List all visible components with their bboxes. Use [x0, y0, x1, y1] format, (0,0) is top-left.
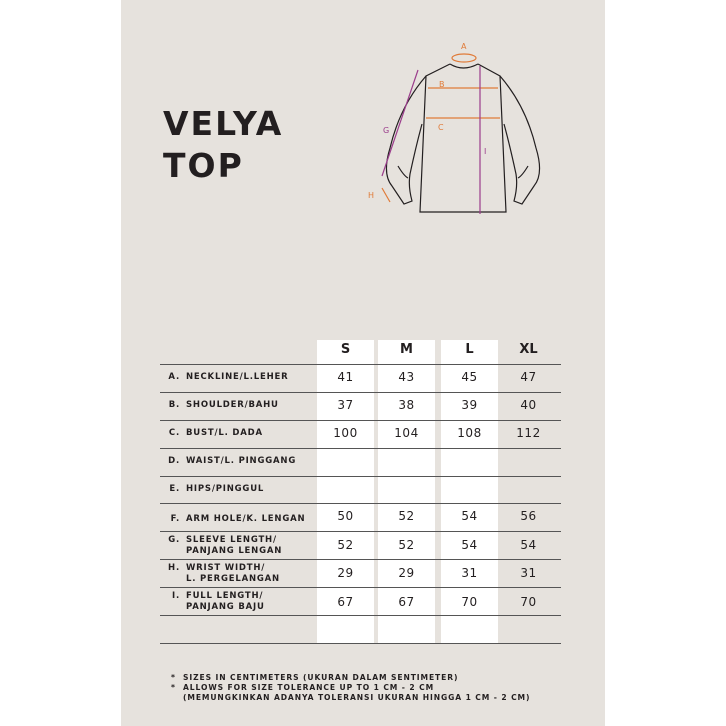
row-letter: E.	[169, 484, 180, 494]
row-label-text: WAIST/L. PINGGANG	[186, 456, 297, 466]
row-label-waist	[160, 456, 310, 467]
product-title-line2: TOP	[163, 146, 244, 185]
row-label-subtext: PANJANG LENGAN	[186, 546, 283, 556]
row-divider	[160, 615, 561, 616]
cell-wrist-m: 29	[398, 566, 415, 580]
label-i: I	[484, 147, 487, 156]
note-line-1: SIZES IN CENTIMETERS (UKURAN DALAM SENTIMETER)	[183, 673, 459, 682]
row-label-text: HIPS/PINGGUL	[186, 484, 265, 494]
row-label-text: FULL LENGTH/	[186, 591, 264, 601]
row-letter: C.	[168, 428, 180, 438]
cell-wrist-xl: 31	[520, 566, 537, 580]
cell-length-m: 67	[398, 595, 415, 609]
label-g: G	[383, 126, 390, 135]
row-label-bust	[160, 428, 310, 439]
row-divider	[160, 559, 561, 560]
garment-outline	[386, 64, 539, 212]
cell-bust-s: 100	[333, 426, 358, 440]
row-letter: D.	[168, 456, 180, 466]
product-title-line1: VELYA	[163, 104, 284, 143]
cell-sleeve-m: 52	[398, 538, 415, 552]
note-line-3: (MEMUNGKINKAN ADANYA TOLERANSI UKURAN HINGGA 1 CM - 2 CM)	[183, 693, 531, 702]
note-bullet: *	[171, 683, 176, 692]
cell-sleeve-s: 52	[337, 538, 354, 552]
cell-neckline-s: 41	[337, 370, 354, 384]
label-h: H	[368, 191, 375, 200]
product-title	[163, 103, 283, 187]
cell-sleeve-xl: 54	[520, 538, 537, 552]
row-letter: I.	[172, 591, 180, 601]
cell-length-l: 70	[461, 595, 478, 609]
row-label-wrist	[160, 563, 310, 585]
cell-armhole-m: 52	[398, 509, 415, 523]
row-divider	[160, 587, 561, 588]
cell-neckline-m: 43	[398, 370, 415, 384]
row-divider	[160, 448, 561, 449]
cell-armhole-l: 54	[461, 509, 478, 523]
cell-wrist-l: 31	[461, 566, 478, 580]
cell-wrist-s: 29	[337, 566, 354, 580]
label-a: A	[461, 42, 467, 51]
row-label-text: SHOULDER/BAHU	[186, 400, 279, 410]
row-label-text: WRIST WIDTH/	[186, 563, 266, 573]
label-c: C	[438, 123, 444, 132]
label-b: B	[439, 80, 445, 89]
row-label-shoulder	[160, 400, 310, 411]
row-label-text: ARM HOLE/K. LENGAN	[186, 514, 306, 524]
cell-bust-xl: 112	[516, 426, 541, 440]
row-label-text: NECKLINE/L.LEHER	[186, 372, 289, 382]
row-divider	[160, 643, 561, 644]
row-label-neckline	[160, 372, 310, 383]
row-letter: G.	[168, 535, 180, 545]
cell-length-s: 67	[337, 595, 354, 609]
row-divider	[160, 476, 561, 477]
size-header-s: S	[340, 342, 351, 357]
row-label-armhole	[160, 514, 310, 525]
cell-bust-l: 108	[457, 426, 482, 440]
cell-neckline-xl: 47	[520, 370, 537, 384]
cell-neckline-l: 45	[461, 370, 478, 384]
row-letter: B.	[168, 400, 180, 410]
row-letter: A.	[168, 372, 180, 382]
note-bullet: *	[171, 673, 176, 682]
row-label-sleeve	[160, 535, 310, 557]
row-label-subtext: L. PERGELANGAN	[186, 574, 280, 584]
row-divider	[160, 392, 561, 393]
row-divider	[160, 364, 561, 365]
row-letter: F.	[170, 514, 180, 524]
wrist-measure-line	[382, 188, 390, 202]
cell-bust-m: 104	[394, 426, 419, 440]
cell-shoulder-xl: 40	[520, 398, 537, 412]
cell-sleeve-l: 54	[461, 538, 478, 552]
row-label-length	[160, 591, 310, 613]
row-label-text: SLEEVE LENGTH/	[186, 535, 277, 545]
neckline-measure-line	[452, 54, 476, 62]
row-label-text: BUST/L. DADA	[186, 428, 263, 438]
cell-armhole-xl: 56	[520, 509, 537, 523]
row-label-subtext: PANJANG BAJU	[186, 602, 265, 612]
garment-measurement-diagram	[360, 36, 560, 222]
row-letter: H.	[168, 563, 180, 573]
cell-shoulder-s: 37	[337, 398, 354, 412]
row-divider	[160, 531, 561, 532]
cell-shoulder-l: 39	[461, 398, 478, 412]
size-header-m: M	[400, 342, 413, 357]
note-line-2: ALLOWS FOR SIZE TOLERANCE UP TO 1 CM - 2 CM	[183, 683, 435, 692]
cell-length-xl: 70	[520, 595, 537, 609]
size-header-xl: XL	[519, 342, 538, 357]
size-header-l: L	[465, 342, 474, 357]
row-divider	[160, 420, 561, 421]
cell-armhole-s: 50	[337, 509, 354, 523]
row-divider	[160, 503, 561, 504]
size-notes	[171, 673, 530, 703]
cell-shoulder-m: 38	[398, 398, 415, 412]
row-label-hips	[160, 484, 310, 495]
